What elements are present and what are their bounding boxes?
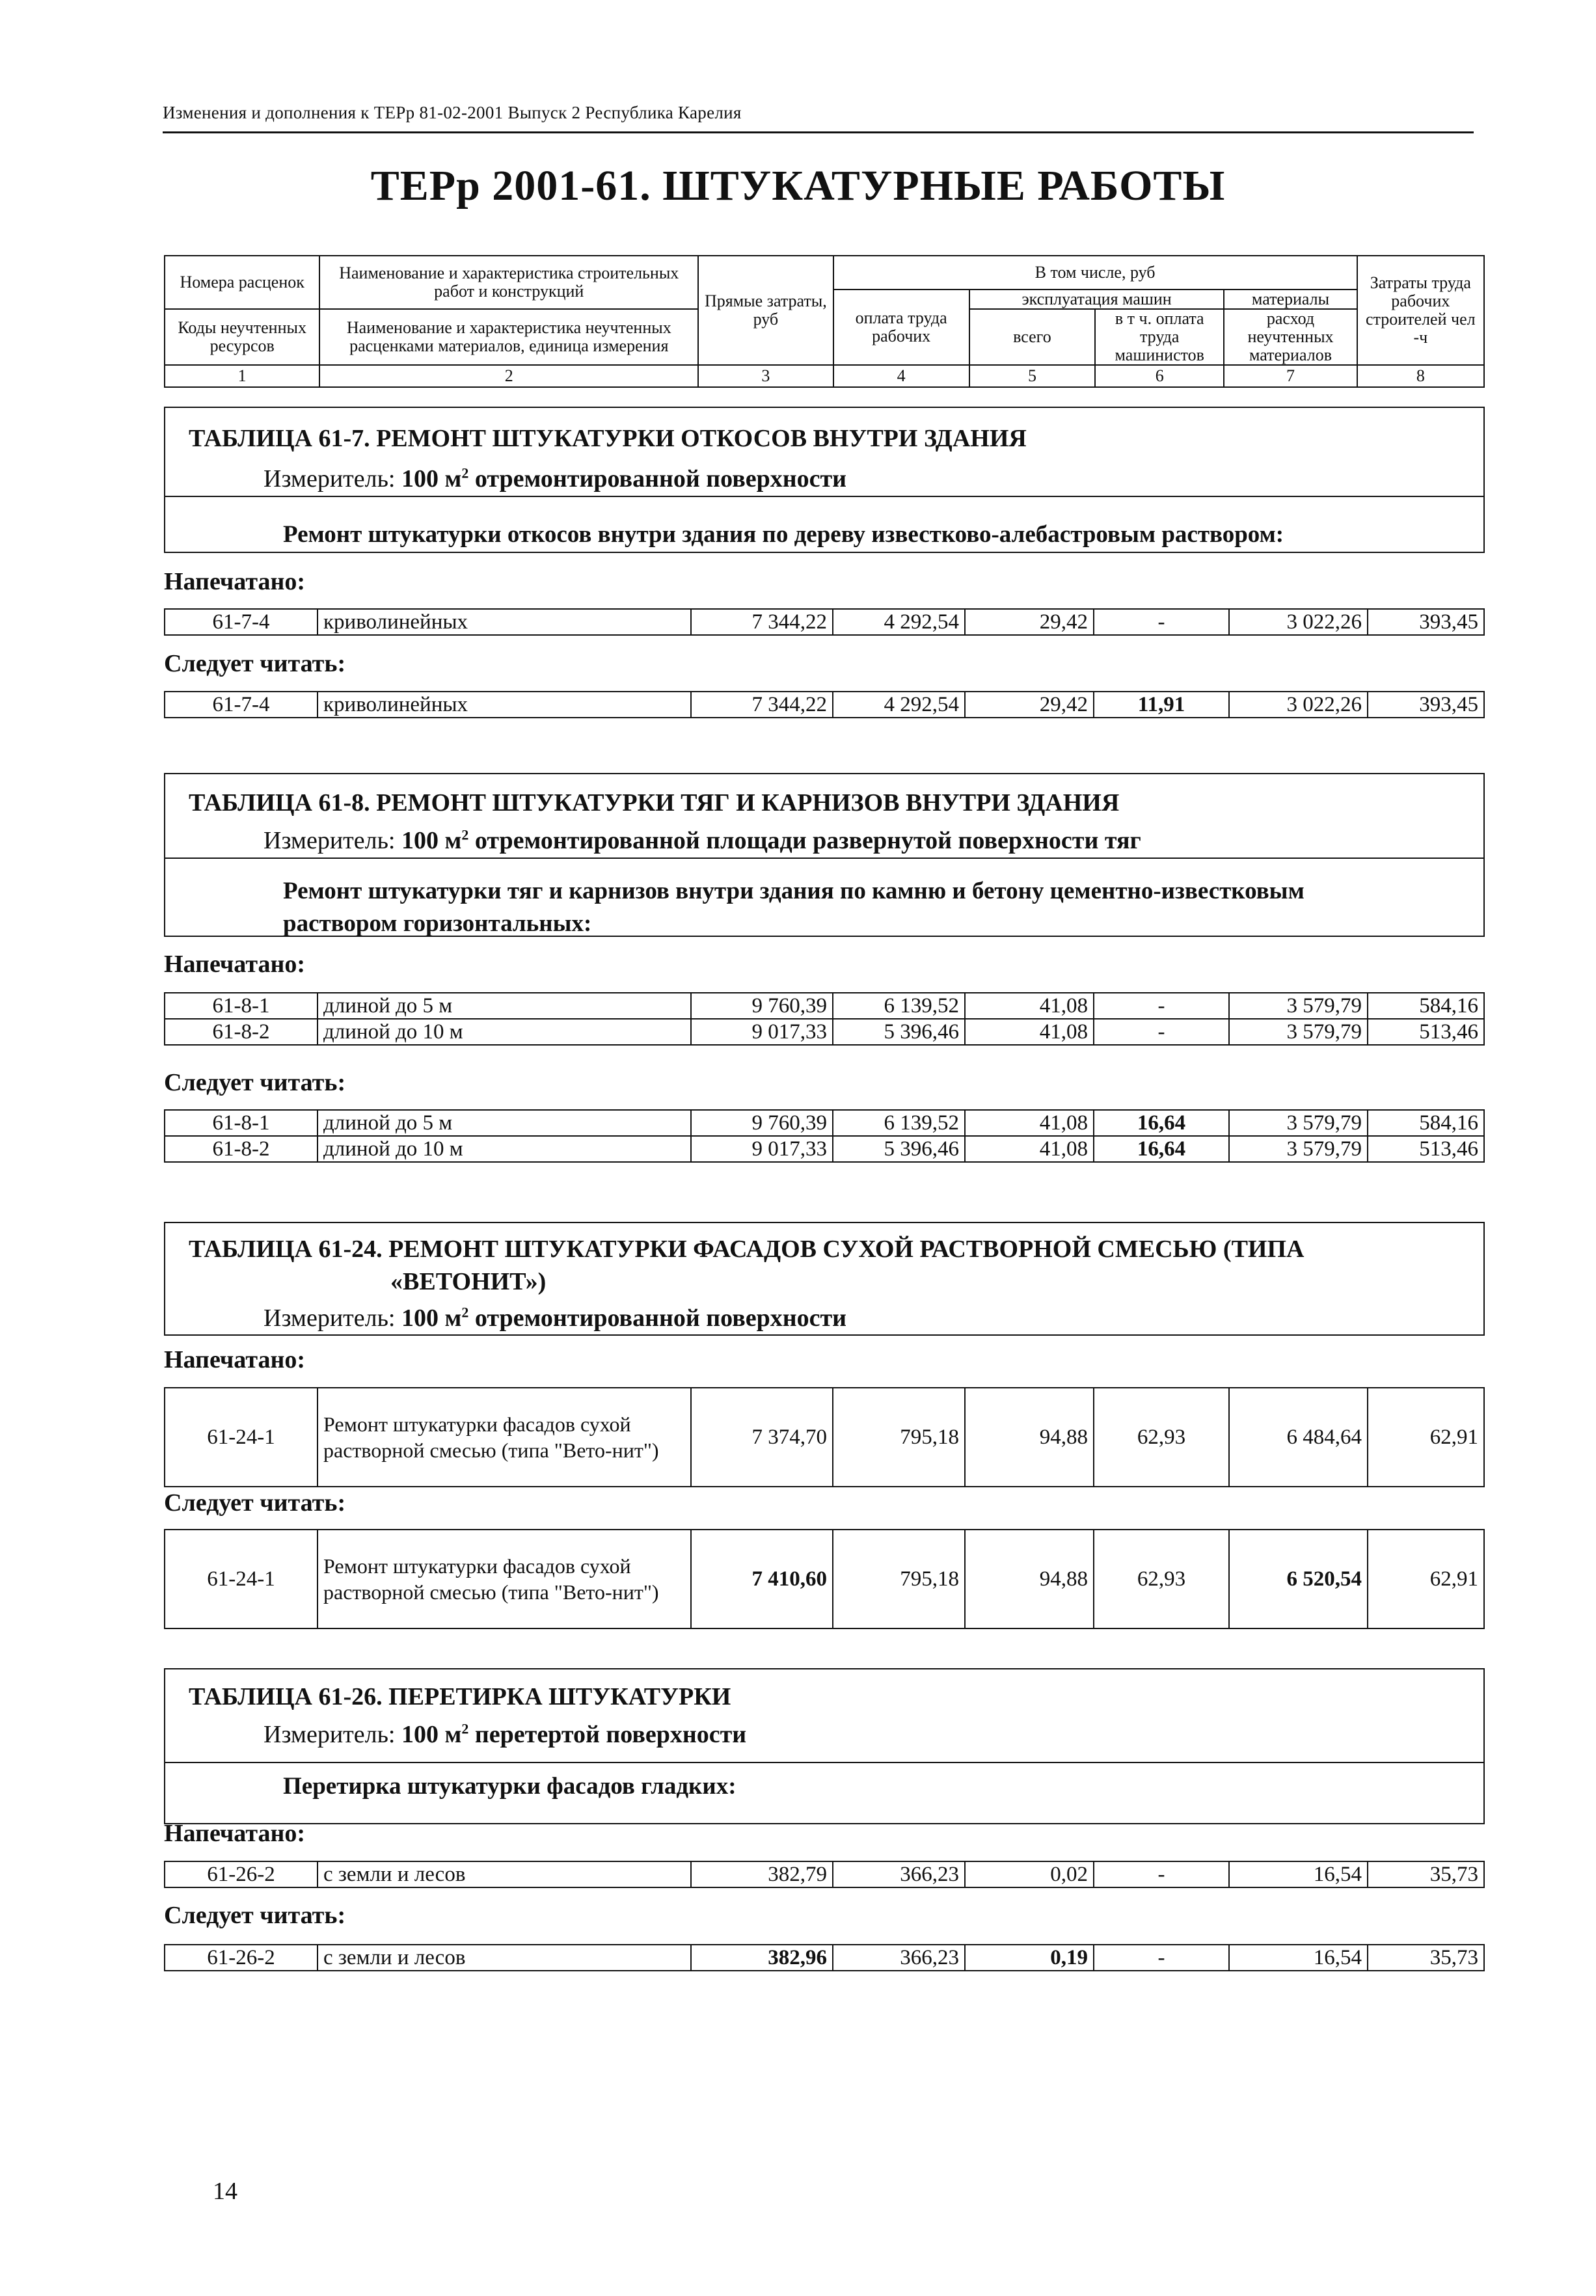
t24-correct-table <box>164 1529 1485 1629</box>
cell-code: 61-24-1 <box>165 1530 318 1628</box>
unit-sup: 2 <box>461 1720 469 1737</box>
cell-hours: 35,73 <box>1368 1945 1484 1971</box>
table-row <box>165 993 1484 1019</box>
cell-operators: - <box>1094 609 1229 635</box>
cell-labor: 795,18 <box>833 1530 965 1628</box>
cell-hours: 513,46 <box>1368 1019 1484 1045</box>
cell-name: длиной до 5 м <box>318 993 691 1019</box>
cell-direct: 9 760,39 <box>691 1110 833 1136</box>
running-header: Изменения и дополнения к ТЕРр 81-02-2001 Выпуск 2 Республика Карелия <box>163 103 742 122</box>
t24-unit <box>264 1304 846 1332</box>
colnum-7: 7 <box>1224 365 1357 387</box>
cell-operators: - <box>1094 993 1229 1019</box>
cell-materials: 3 022,26 <box>1229 609 1368 635</box>
cell-machines: 41,08 <box>965 1136 1094 1162</box>
unit-sup: 2 <box>461 1304 469 1321</box>
col1-top: Номера расценок <box>165 256 319 309</box>
unit-value: 100 м <box>401 1721 462 1748</box>
unit-prefix: Измеритель: <box>264 827 396 854</box>
cell-labor: 5 396,46 <box>833 1019 965 1045</box>
cell-labor: 4 292,54 <box>833 692 965 718</box>
cell-machines: 41,08 <box>965 993 1094 1019</box>
cell-code: 61-8-2 <box>165 1136 318 1162</box>
cell-hours: 393,45 <box>1368 692 1484 718</box>
cell-operators: - <box>1094 1945 1229 1971</box>
cell-labor: 366,23 <box>833 1861 965 1887</box>
col8-header: Затраты труда рабочих строителей чел -ч <box>1357 256 1484 365</box>
cell-code: 61-8-2 <box>165 1019 318 1045</box>
t8-title: ТАБЛИЦА 61-8. РЕМОНТ ШТУКАТУРКИ ТЯГ И КАРНИЗОВ ВНУТРИ ЗДАНИЯ <box>189 789 1120 817</box>
cell-operators: 11,91 <box>1094 692 1229 718</box>
t8-subtitle-line2: раствором горизонтальных: <box>283 910 592 937</box>
t24-printed-label: Напечатано: <box>164 1346 305 1373</box>
unit-sup: 2 <box>461 465 469 481</box>
machines-header: эксплуатация машин <box>969 290 1224 309</box>
colnum-4: 4 <box>833 365 969 387</box>
t24-correct-label: Следует читать: <box>164 1489 346 1517</box>
cell-labor: 5 396,46 <box>833 1136 965 1162</box>
t8-correct-label: Следует читать: <box>164 1069 346 1096</box>
cell-machines: 94,88 <box>965 1530 1094 1628</box>
cell-direct: 7 410,60 <box>691 1530 833 1628</box>
cell-name: криволинейных <box>318 692 691 718</box>
cell-name: длиной до 10 м <box>318 1019 691 1045</box>
cell-operators: 16,64 <box>1094 1110 1229 1136</box>
unit-sup: 2 <box>461 826 469 843</box>
cell-name: длиной до 5 м <box>318 1110 691 1136</box>
cell-operators: 16,64 <box>1094 1136 1229 1162</box>
t7-unit <box>264 465 846 493</box>
cell-name: длиной до 10 м <box>318 1136 691 1162</box>
table-row <box>165 609 1484 635</box>
col1-bottom: Коды неучтенных ресурсов <box>165 309 319 365</box>
cell-name: с земли и лесов <box>318 1945 691 1971</box>
incl-header: В том числе, руб <box>833 256 1357 290</box>
cell-operators: - <box>1094 1861 1229 1887</box>
t7-printed-table <box>164 608 1485 636</box>
unit-value: 100 м <box>401 827 462 854</box>
cell-labor: 4 292,54 <box>833 609 965 635</box>
cell-direct: 9 017,33 <box>691 1136 833 1162</box>
cell-machines: 0,02 <box>965 1861 1094 1887</box>
unit-text: отремонтированной поверхности <box>474 1304 847 1332</box>
col3-header: Прямые затраты, руб <box>698 256 833 365</box>
unit-text: отремонтированной площади развернутой поверхности тяг <box>474 827 1141 854</box>
cell-direct: 9 760,39 <box>691 993 833 1019</box>
cell-code: 61-7-4 <box>165 609 318 635</box>
unit-value: 100 м <box>401 1304 462 1332</box>
cell-code: 61-24-1 <box>165 1388 318 1487</box>
cell-materials: 16,54 <box>1229 1945 1368 1971</box>
cell-operators: 62,93 <box>1094 1530 1229 1628</box>
t26-unit <box>264 1720 746 1749</box>
t7-correct-table <box>164 691 1485 718</box>
t8-correct-table <box>164 1109 1485 1163</box>
cell-hours: 62,91 <box>1368 1530 1484 1628</box>
cell-materials: 3 579,79 <box>1229 993 1368 1019</box>
cell-machines: 29,42 <box>965 609 1094 635</box>
cell-hours: 584,16 <box>1368 1110 1484 1136</box>
cell-code: 61-8-1 <box>165 993 318 1019</box>
cell-labor: 366,23 <box>833 1945 965 1971</box>
cell-materials: 3 579,79 <box>1229 1136 1368 1162</box>
cell-operators: 62,93 <box>1094 1388 1229 1487</box>
t24-printed-table <box>164 1387 1485 1487</box>
t8-printed-label: Напечатано: <box>164 951 305 978</box>
unit-prefix: Измеритель: <box>264 1721 396 1748</box>
cell-code: 61-8-1 <box>165 1110 318 1136</box>
cell-machines: 0,19 <box>965 1945 1094 1971</box>
header-rule <box>163 131 1474 133</box>
t7-printed-label: Напечатано: <box>164 568 305 595</box>
t7-title: ТАБЛИЦА 61-7. РЕМОНТ ШТУКАТУРКИ ОТКОСОВ ВНУТРИ ЗДАНИЯ <box>189 425 1027 452</box>
cell-direct: 9 017,33 <box>691 1019 833 1045</box>
table-row <box>165 1861 1484 1887</box>
unit-prefix: Измеритель: <box>264 465 396 493</box>
colnum-1: 1 <box>165 365 319 387</box>
cell-code: 61-26-2 <box>165 1945 318 1971</box>
t26-title: ТАБЛИЦА 61-26. ПЕРЕТИРКА ШТУКАТУРКИ <box>189 1683 731 1710</box>
cell-direct: 7 344,22 <box>691 692 833 718</box>
cell-materials: 3 022,26 <box>1229 692 1368 718</box>
page-number: 14 <box>213 2178 237 2205</box>
t24-title-line2: «ВЕТОНИТ») <box>390 1268 547 1295</box>
t7-subtitle: Ремонт штукатурки откосов внутри здания по дереву известково-алебастровым раствором: <box>283 521 1284 548</box>
page-title: ТЕРр 2001-61. ШТУКАТУРНЫЕ РАБОТЫ <box>370 162 1226 209</box>
cell-machines: 41,08 <box>965 1110 1094 1136</box>
unit-text: отремонтированной поверхности <box>474 465 847 493</box>
cell-name: Ремонт штукатурки фасадов сухой растворной смесью (типа "Вето-нит") <box>318 1388 691 1487</box>
cell-materials: 3 579,79 <box>1229 1019 1368 1045</box>
cell-labor: 6 139,52 <box>833 993 965 1019</box>
table-row <box>165 1945 1484 1971</box>
cell-labor: 795,18 <box>833 1388 965 1487</box>
cell-name: Ремонт штукатурки фасадов сухой растворной смесью (типа "Вето-нит") <box>318 1530 691 1628</box>
table-row <box>165 1530 1484 1628</box>
cell-name: криволинейных <box>318 609 691 635</box>
cell-materials: 6 484,64 <box>1229 1388 1368 1487</box>
t26-correct-label: Следует читать: <box>164 1902 346 1929</box>
cell-hours: 35,73 <box>1368 1861 1484 1887</box>
table-row <box>165 692 1484 718</box>
t7-correct-label: Следует читать: <box>164 650 346 677</box>
cell-direct: 7 344,22 <box>691 609 833 635</box>
colnum-2: 2 <box>319 365 698 387</box>
t8-unit <box>264 826 1141 855</box>
t26-correct-table <box>164 1944 1485 1971</box>
cell-materials: 16,54 <box>1229 1861 1368 1887</box>
col5-header: всего <box>969 309 1095 365</box>
cell-direct: 382,96 <box>691 1945 833 1971</box>
table-row <box>165 1019 1484 1045</box>
cell-direct: 7 374,70 <box>691 1388 833 1487</box>
cell-labor: 6 139,52 <box>833 1110 965 1136</box>
unit-value: 100 м <box>401 465 462 493</box>
cell-hours: 513,46 <box>1368 1136 1484 1162</box>
cell-machines: 41,08 <box>965 1019 1094 1045</box>
column-header-table <box>164 255 1485 388</box>
cell-machines: 29,42 <box>965 692 1094 718</box>
materials-header: материалы <box>1224 290 1357 309</box>
col2-bottom: Наименование и характеристика неучтенных расценками материалов, единица измерения <box>319 309 698 365</box>
cell-materials: 6 520,54 <box>1229 1530 1368 1628</box>
cell-code: 61-26-2 <box>165 1861 318 1887</box>
unit-prefix: Измеритель: <box>264 1304 396 1332</box>
t8-printed-table <box>164 992 1485 1046</box>
cell-machines: 94,88 <box>965 1388 1094 1487</box>
col6-header: в т ч. оплата труда машинистов <box>1095 309 1224 365</box>
colnum-8: 8 <box>1357 365 1484 387</box>
cell-name: с земли и лесов <box>318 1861 691 1887</box>
cell-direct: 382,79 <box>691 1861 833 1887</box>
colnum-5: 5 <box>969 365 1095 387</box>
cell-hours: 62,91 <box>1368 1388 1484 1487</box>
t8-subtitle-line1: Ремонт штукатурки тяг и карнизов внутри здания по камню и бетону цементно-известковым <box>283 878 1305 904</box>
t26-printed-table <box>164 1861 1485 1888</box>
col7-header: расход неучтенных материалов <box>1224 309 1357 365</box>
cell-code: 61-7-4 <box>165 692 318 718</box>
col4-header: оплата труда рабочих <box>833 290 969 365</box>
unit-text: перетертой поверхности <box>474 1721 747 1748</box>
cell-materials: 3 579,79 <box>1229 1110 1368 1136</box>
colnum-6: 6 <box>1095 365 1224 387</box>
table-row <box>165 1136 1484 1162</box>
colnum-3: 3 <box>698 365 833 387</box>
cell-hours: 393,45 <box>1368 609 1484 635</box>
table-row <box>165 1388 1484 1487</box>
t24-title-line1: ТАБЛИЦА 61-24. РЕМОНТ ШТУКАТУРКИ ФАСАДОВ СУХОЙ РАСТВОРНОЙ СМЕСЬЮ (ТИПА <box>189 1236 1305 1263</box>
table-row <box>165 1110 1484 1136</box>
t26-printed-label: Напечатано: <box>164 1820 305 1847</box>
col2-top: Наименование и характеристика строительных работ и конструкций <box>319 256 698 309</box>
cell-operators: - <box>1094 1019 1229 1045</box>
cell-hours: 584,16 <box>1368 993 1484 1019</box>
t26-subtitle: Перетирка штукатурки фасадов гладких: <box>283 1773 737 1800</box>
